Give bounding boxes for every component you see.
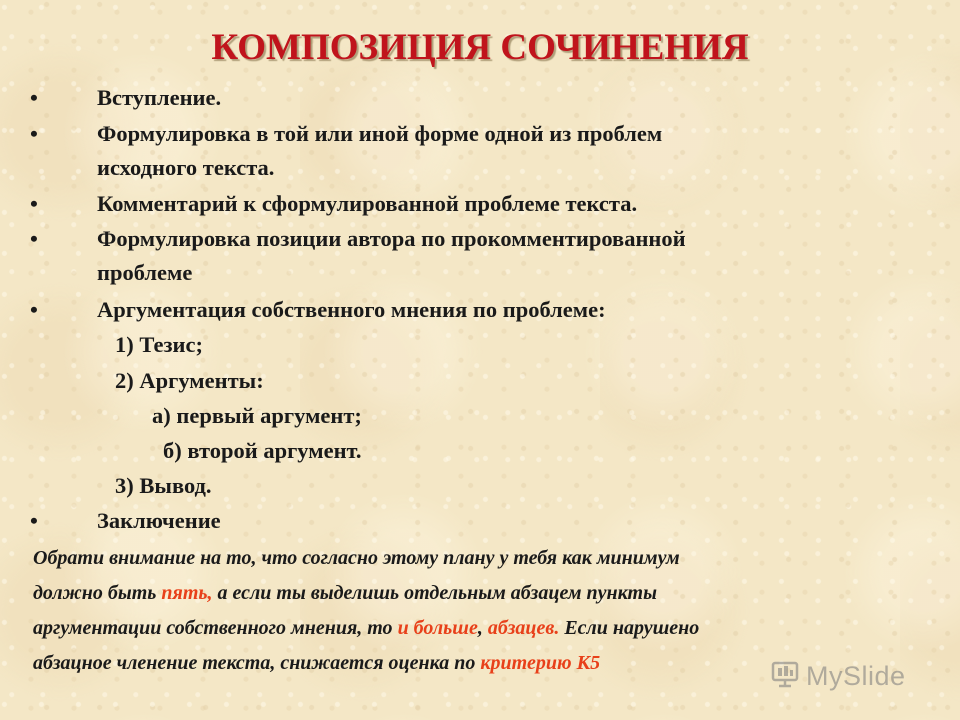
- watermark-text: MySlide: [806, 660, 906, 691]
- bullet-marker: •: [30, 508, 38, 533]
- note-text: а если ты выделишь отдельным абзацем пункты: [212, 582, 657, 604]
- bullet-marker: •: [30, 85, 38, 110]
- note-highlight-criterion: критерию К5: [480, 652, 601, 674]
- myslide-logo-icon: [770, 659, 800, 694]
- list-item-problem-line1: Формулировка в той или иной форме одной из проблем: [97, 121, 663, 146]
- sub-item-arguments: 2) Аргументы:: [115, 368, 264, 393]
- list-item-conclusion: Заключение: [97, 508, 221, 533]
- bullet-marker: •: [30, 297, 38, 322]
- note-text: абзацное членение текста, снижается оценка по: [33, 652, 481, 674]
- sub-item-thesis: 1) Тезис;: [115, 332, 203, 357]
- list-item-problem-line2: исходного текста.: [97, 155, 275, 180]
- note-line-4: [33, 646, 600, 680]
- bullet-marker: •: [30, 226, 38, 251]
- bullet-marker: •: [30, 191, 38, 216]
- bullet-marker: •: [30, 121, 38, 146]
- note-highlight-more: и больше: [397, 617, 478, 639]
- list-item-commentary: Комментарий к сформулированной проблеме текста.: [97, 191, 638, 216]
- sub-item-first-argument: а) первый аргумент;: [152, 403, 362, 428]
- note-text: ,: [477, 617, 488, 639]
- list-item-author-position-line2: проблеме: [97, 260, 193, 285]
- note-text: должно быть: [33, 582, 162, 604]
- list-item-argumentation: Аргументация собственного мнения по проблеме:: [97, 297, 606, 322]
- note-line-2: [33, 576, 657, 610]
- list-item-intro: Вступление.: [97, 85, 222, 110]
- watermark: [770, 657, 906, 695]
- note-line-3: [33, 611, 699, 645]
- sub-item-second-argument: б) второй аргумент.: [163, 438, 362, 463]
- note-highlight-paragraphs: абзацев.: [487, 617, 560, 639]
- slide-title: КОМПОЗИЦИЯ СОЧИНЕНИЯ: [211, 27, 749, 68]
- note-line-1: [33, 541, 680, 575]
- note-text: Обрати внимание на то, что согласно этому плану у тебя как минимум: [33, 547, 680, 569]
- sub-item-conclusion-point: 3) Вывод.: [115, 473, 212, 498]
- note-text: Если нарушено: [559, 617, 700, 639]
- note-text: аргументации собственного мнения, то: [33, 617, 398, 639]
- note-highlight-five: пять,: [161, 582, 213, 604]
- list-item-author-position-line1: Формулировка позиции автора по прокомментированной: [97, 226, 686, 251]
